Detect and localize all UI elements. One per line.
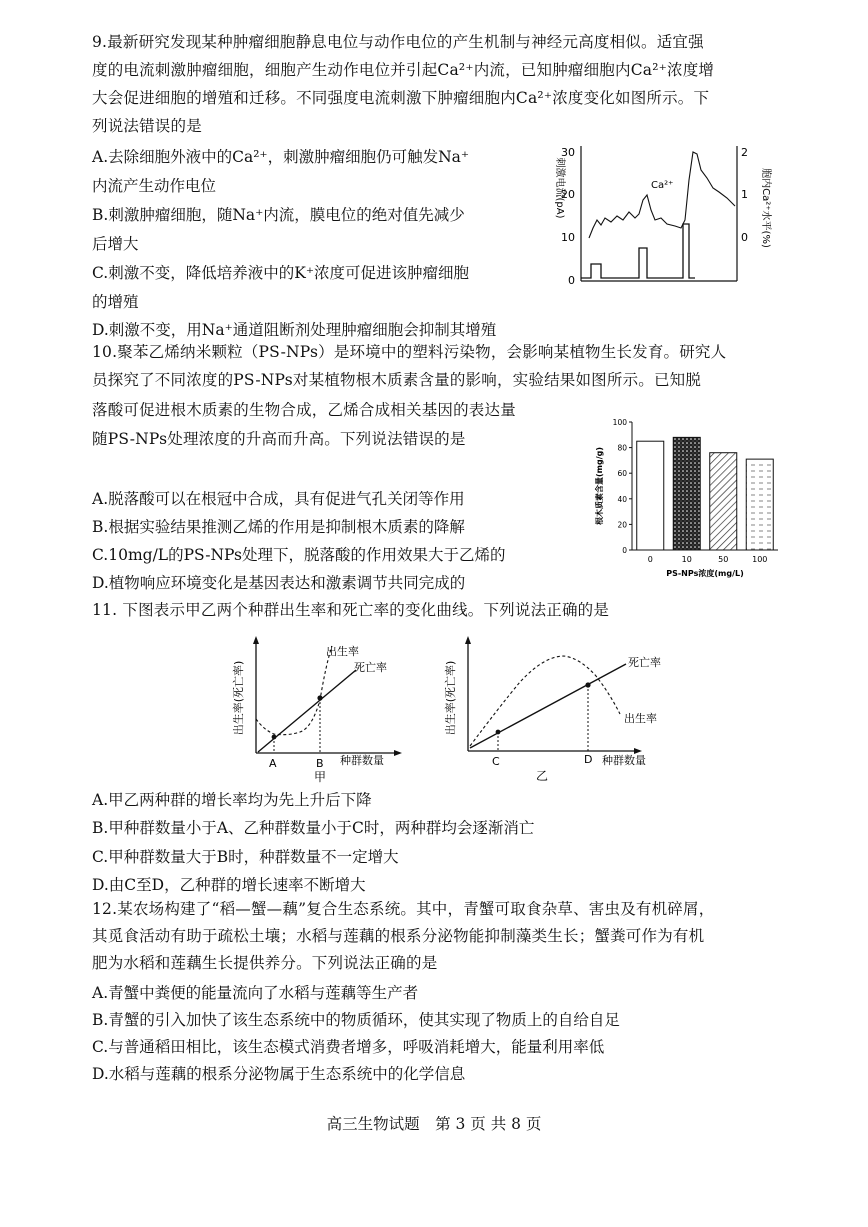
q9-left-tick-0: 0	[568, 274, 575, 287]
q10-y-tick-label: 0	[622, 546, 627, 555]
q9-right-tick-1: 1	[741, 188, 748, 201]
q9-option-a-cont: 内流产生动作电位	[92, 177, 217, 195]
q9-calcium-trace	[589, 152, 735, 238]
yi-birth-label: 出生率	[624, 712, 657, 725]
q9-stem-line: 9.最新研究发现某种肿瘤细胞静息电位与动作电位的产生机制与神经元高度相似。适宜强	[92, 33, 704, 51]
q10-stem-line: 落酸可促进根木质素的生物合成，乙烯合成相关基因的表达量	[92, 401, 516, 419]
q11-option-b: B.甲种群数量小于A、乙种群数量小于C时，两种群均会逐渐消亡	[92, 819, 535, 837]
q12-stem-line: 肥为水稻和莲藕生长提供养分。下列说法正确的是	[92, 954, 438, 972]
q10-y-tick-label: 80	[617, 443, 627, 453]
q10-option-c: C.10mg/L的PS-NPs处理下，脱落酸的作用效果大于乙烯的	[92, 546, 506, 564]
q12-stem-line: 其觅食活动有助于疏松土壤；水稻与莲藕的根系分泌物能抑制藻类生长；蟹粪可作为有机	[92, 927, 705, 945]
q11-option-d: D.由C至D，乙种群的增长速率不断增大	[92, 876, 366, 894]
jia-a-point	[272, 735, 277, 740]
q10-stem-line: 员探究了不同浓度的PS-NPs对某植物根木质素含量的影响，实验结果如图所示。已知脱	[92, 371, 702, 389]
page-footer: 高三生物试题 第 3 页 共 8 页	[326, 1115, 542, 1133]
q10-x-tick-label: 100	[752, 555, 768, 564]
yi-x-axis-label: 种群数量	[602, 754, 646, 767]
q9-stem-line: 大会促进细胞的增殖和迁移。不同强度电流刺激下肿瘤细胞内Ca²⁺浓度变化如图所示。下	[92, 89, 710, 107]
q12-option-d: D.水稻与莲藕的根系分泌物属于生态系统中的化学信息	[92, 1065, 466, 1083]
jia-y-axis-label: 出生率(死亡率)	[232, 660, 245, 736]
q10-option-a: A.脱落酸可以在根冠中合成，具有促进气孔关闭等作用	[92, 490, 465, 508]
q12-option-c: C.与普通稻田相比，该生态模式消费者增多，呼吸消耗增大，能量利用率低	[92, 1038, 605, 1056]
q9-left-tick-10: 10	[561, 231, 575, 244]
q12-stem-line: 12.某农场构建了“稻—蟹—藕”复合生态系统。其中，青蟹可取食杂草、害虫及有机碎屑，	[92, 900, 715, 918]
q9-option-b: B.刺激肿瘤细胞，随Na⁺内流，膜电位的绝对值先减少	[92, 206, 465, 224]
yi-death-rate-line	[470, 664, 626, 748]
q12-option-b: B.青蟹的引入加快了该生态系统中的物质循环，使其实现了物质上的自给自足	[92, 1011, 620, 1029]
q11-option-a: A.甲乙两种群的增长率均为先上升后下降	[92, 791, 372, 809]
q10-x-tick-label: 0	[647, 555, 653, 564]
jia-death-label: 死亡率	[354, 661, 387, 674]
q10-y-tick-label: 20	[617, 520, 627, 530]
q9-right-tick-2: 2	[741, 146, 748, 159]
q9-left-tick-20: 20	[561, 188, 575, 201]
q9-stem-line: 列说法错误的是	[92, 117, 202, 135]
yi-caption: 乙	[536, 769, 549, 783]
q10-bar	[673, 437, 700, 550]
q9-stimulus-current-trace	[581, 224, 695, 278]
yi-death-label: 死亡率	[628, 656, 661, 669]
jia-b-point	[317, 695, 322, 700]
q9-option-a: A.去除细胞外液中的Ca²⁺，刺激肿瘤细胞仍可触发Na⁺	[92, 148, 470, 166]
q9-option-d: D.刺激不变，用Na⁺通道阻断剂处理肿瘤细胞会抑制其增殖	[92, 321, 497, 339]
q11-option-c: C.甲种群数量大于B时，种群数量不一定增大	[92, 848, 399, 866]
q10-bar	[710, 453, 737, 550]
q11-graph-yi	[440, 634, 670, 784]
q9-calcium-curve-label: Ca²⁺	[651, 180, 674, 191]
q9-right-tick-0: 0	[741, 231, 748, 244]
jia-birth-label: 出生率	[326, 645, 359, 658]
q9-option-c-cont: 的增殖	[92, 293, 139, 311]
q10-y-axis-label: 根木质素含量(mg/g)	[595, 446, 604, 526]
q9-option-c: C.刺激不变，降低培养液中的K⁺浓度可促进该肿瘤细胞	[92, 264, 469, 282]
q9-left-tick-30: 30	[561, 146, 575, 159]
jia-death-rate-line	[258, 670, 356, 752]
q10-bar	[746, 459, 773, 550]
q9-option-b-cont: 后增大	[92, 235, 139, 253]
yi-y-axis-label: 出生率(死亡率)	[444, 660, 457, 736]
q10-stem-line: 10.聚苯乙烯纳米颗粒（PS-NPs）是环境中的塑料污染物，会影响某植物生长发育。研究人	[92, 343, 727, 361]
q10-x-axis-label: PS-NPs浓度(mg/L)	[666, 569, 744, 578]
jia-x-arrow	[394, 750, 402, 756]
q10-bar	[637, 441, 664, 550]
jia-caption: 甲	[314, 770, 327, 784]
jia-point-b-label: B	[316, 757, 324, 770]
q12-option-a: A.青蟹中粪便的能量流向了水稻与莲藕等生产者	[92, 984, 419, 1002]
q10-lignin-bar-chart	[590, 414, 790, 584]
yi-point-d-label: D	[584, 753, 593, 766]
q11-stem: 11. 下图表示甲乙两个种群出生率和死亡率的变化曲线。下列说法正确的是	[92, 601, 610, 619]
q10-bars	[637, 437, 774, 550]
jia-x-axis-label: 种群数量	[340, 754, 384, 767]
q10-option-b: B.根据实验结果推测乙烯的作用是抑制根木质素的降解	[92, 518, 465, 536]
q10-y-tick-label: 40	[617, 494, 627, 504]
q10-y-tick-label: 60	[617, 469, 627, 479]
yi-y-arrow	[465, 636, 471, 644]
yi-point-c-label: C	[492, 755, 500, 768]
q10-x-tick-label: 10	[681, 555, 692, 564]
q10-x-tick-label: 50	[718, 555, 729, 564]
q9-left-axis-label: 刺激电流(pA)	[554, 157, 565, 219]
yi-birth-rate-curve	[470, 656, 620, 746]
q9-calcium-figure	[545, 140, 785, 290]
q10-y-tick-label: 100	[612, 418, 627, 427]
q10-option-d: D.植物响应环境变化是基因表达和激素调节共同完成的	[92, 574, 466, 592]
jia-y-arrow	[253, 636, 259, 644]
q10-stem-line: 随PS-NPs处理浓度的升高而升高。下列说法错误的是	[92, 430, 466, 448]
yi-d-point	[585, 682, 590, 687]
q9-right-axis-label: 胞内Ca²⁺水平(%)	[760, 168, 771, 248]
yi-c-point	[496, 730, 501, 735]
jia-point-a-label: A	[269, 757, 277, 770]
q11-graph-jia	[228, 634, 428, 784]
q9-stem-line: 度的电流刺激肿瘤细胞，细胞产生动作电位并引起Ca²⁺内流，已知肿瘤细胞内Ca²⁺浓度增	[92, 61, 715, 79]
